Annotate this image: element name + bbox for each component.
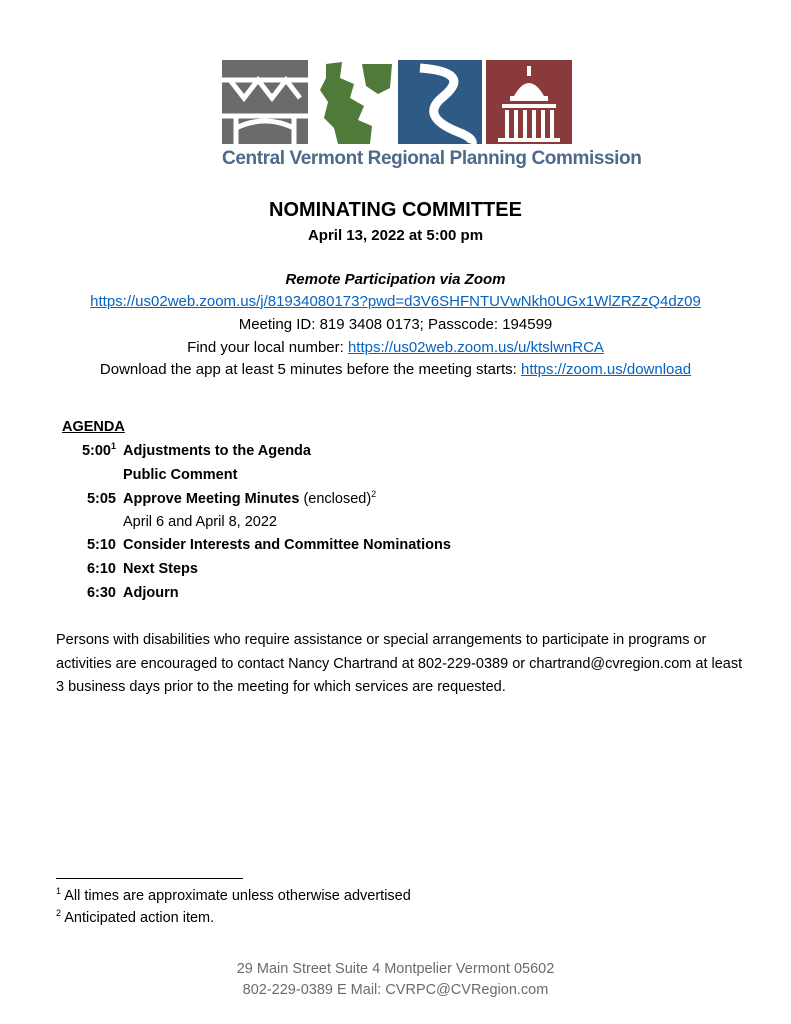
agenda-note: April 6 and April 8, 2022 xyxy=(123,514,277,530)
accessibility-notice: Persons with disabilities who require assistance or special arrangements to participate in programs or activities are encouraged to contact Nancy Chartrand at 802-229-0389 or chartrand@cvregion.com at least 3 business days prior to the meeting for which services are requested. xyxy=(56,632,743,695)
agenda-time: 6:30 xyxy=(86,585,116,601)
footnote-divider xyxy=(56,878,243,879)
agenda-item xyxy=(62,491,722,513)
footnote-2: $^2$ Anticipated action item. xyxy=(56,908,215,926)
footnote-1: $^1$ All times are approximate unless otherwise advertised xyxy=(56,886,411,904)
agenda-item xyxy=(62,537,722,559)
meeting-id: Meeting ID: 819 3408 0173; Passcode: 194599 xyxy=(238,316,553,333)
agenda-time: 6:10 xyxy=(86,561,116,577)
agenda-label: Public Comment xyxy=(123,467,238,483)
agenda-time: $5:00^1$ xyxy=(81,441,116,459)
download-label: Download the app at least 5 minutes before the meeting starts: xyxy=(99,361,521,378)
download-line xyxy=(0,361,791,378)
agenda-item xyxy=(62,467,722,489)
agenda-item xyxy=(62,443,722,465)
agenda-label: Next Steps xyxy=(123,561,198,577)
local-number-link[interactable]: https://us02web.zoom.us/u/ktslwnRCA xyxy=(347,339,604,356)
agenda-heading: AGENDA xyxy=(62,419,125,435)
cvrpc-logo xyxy=(222,58,642,180)
meeting-date: April 13, 2022 at 5:00 pm xyxy=(307,227,484,244)
footer-contact: 802-229-0389 E Mail: CVRPC@CVRegion.com xyxy=(242,982,549,998)
agenda-label: Consider Interests and Committee Nominations xyxy=(123,537,451,553)
agenda-time: 5:10 xyxy=(86,537,116,553)
document-title: NOMINATING COMMITTEE xyxy=(269,199,522,221)
zoom-meeting-link[interactable]: https://us02web.zoom.us/j/81934080173?pwd=d3V6SHFNTUVwNkh0UGx1WlZRZzQ4dz09 xyxy=(90,293,701,310)
agenda-label: Adjourn xyxy=(123,585,179,601)
agenda-item xyxy=(62,514,722,536)
agenda-item xyxy=(62,585,722,607)
footer-address: 29 Main Street Suite 4 Montpelier Vermont 05602 xyxy=(236,961,555,977)
agenda-label: Adjustments to the Agenda xyxy=(123,443,311,459)
logo-graphic xyxy=(222,58,574,146)
download-link[interactable]: https://zoom.us/download xyxy=(520,361,692,378)
remote-heading: Remote Participation via Zoom xyxy=(285,271,506,288)
local-number-label: Find your local number: xyxy=(187,339,348,356)
agenda-item xyxy=(62,561,722,583)
agenda-label: Approve Meeting Minutes (enclosed)$^2$ xyxy=(123,489,377,507)
local-number-line xyxy=(0,339,791,356)
org-name: Central Vermont Regional Planning Commission xyxy=(222,148,642,169)
agenda-time: 5:05 xyxy=(86,491,116,507)
zoom-link-line xyxy=(0,293,791,310)
